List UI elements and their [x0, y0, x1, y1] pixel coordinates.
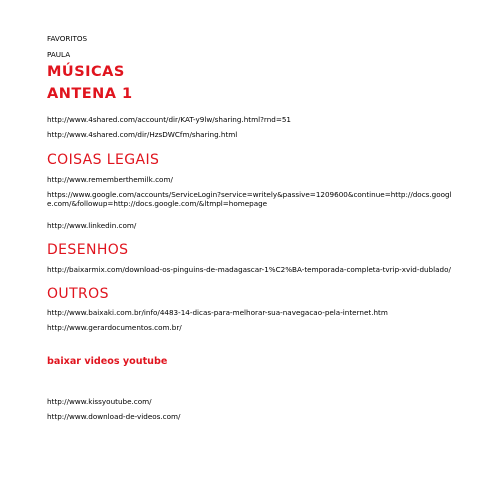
link-antena-1[interactable]: http://www.4shared.com/account/dir/KAT-y9lw/sharing.html?rnd=51 — [47, 115, 292, 124]
link-desenhos-1[interactable]: http://baixarmix.com/download-os-pinguins-de-madagascar-1%C2%BA-temporada-completa-tvrip-xvid-dublado/ — [47, 265, 451, 274]
link-outros-1[interactable]: http://www.baixaki.com.br/info/4483-14-dicas-para-melhorar-sua-navegacao-pela-internet.htm — [47, 308, 388, 317]
outros-heading: OUTROS — [47, 286, 109, 302]
link-coisas-2[interactable]: https://www.google.com/accounts/ServiceLogin?service=writely&passive=1209600&continue=http://docs.google.com/&followup=http://docs.google.com/&ltmpl=homepage — [47, 190, 452, 209]
link-baixar-1[interactable]: http://www.kissyoutube.com/ — [47, 397, 152, 406]
link-coisas-1[interactable]: http://www.rememberthemilk.com/ — [47, 175, 173, 184]
musicas-heading: MÚSICAS — [47, 64, 125, 80]
baixar-heading: baixar videos youtube — [47, 356, 168, 367]
link-baixar-2[interactable]: http://www.download-de-videos.com/ — [47, 412, 181, 421]
paula-label: PAULA — [47, 50, 71, 59]
link-outros-2[interactable]: http://www.gerardocumentos.com.br/ — [47, 323, 182, 332]
desenhos-heading: DESENHOS — [47, 242, 129, 258]
link-coisas-3[interactable]: http://www.linkedin.com/ — [47, 221, 137, 230]
coisas-legais-heading: COISAS LEGAIS — [47, 152, 160, 168]
link-antena-2[interactable]: http://www.4shared.com/dir/HzsDWCfm/sharing.html — [47, 130, 238, 139]
favoritos-label: FAVORITOS — [47, 34, 88, 43]
antena-heading: ANTENA 1 — [47, 86, 133, 102]
